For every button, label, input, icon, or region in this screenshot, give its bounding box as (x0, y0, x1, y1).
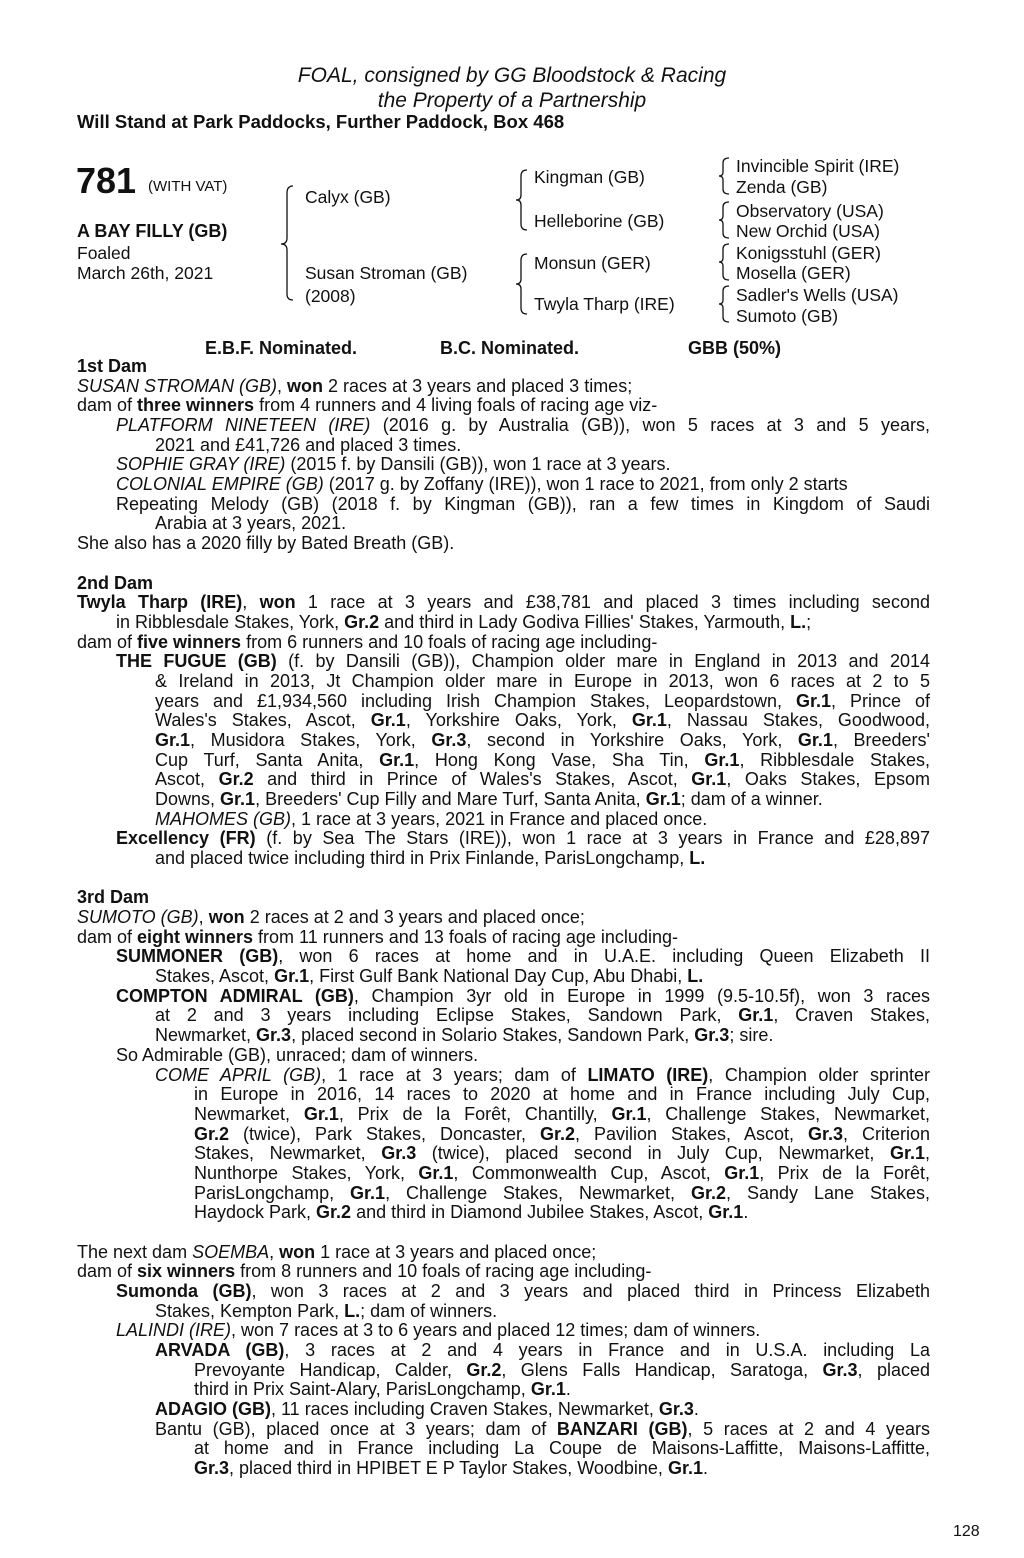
ancestor-1: Invincible Spirit (IRE) (736, 156, 900, 176)
text-run: , placed second in Solario Stakes, Sandown Park, (291, 1025, 695, 1046)
text-run: Newmarket, (155, 1025, 257, 1046)
bold-text: Gr.1 (889, 1143, 925, 1164)
text-line (155, 789, 823, 809)
granddam-maternal: Twyla Tharp (IRE) (534, 294, 675, 314)
text-run: 1 race at 3 years and £38,781 and placed 3 times including second (295, 592, 930, 613)
text-run: at 2 and 3 years including Eclipse Stakes, Sandown Park, (155, 1005, 739, 1026)
text-run: , Champion 3yr old in Europe in 1999 (9.5-10.5f), won 3 races (353, 985, 931, 1006)
ancestor-5: Konigsstuhl (GER) (736, 243, 881, 263)
ancestor-2: Zenda (GB) (736, 177, 828, 197)
bold-text: Gr.2 (690, 1182, 727, 1203)
text-line (194, 1084, 930, 1104)
text-run: , Champion older sprinter (708, 1064, 930, 1085)
bold-text: Gr.1 (530, 1379, 566, 1400)
text-line (155, 1399, 699, 1419)
brace-gen2-bottom (516, 254, 527, 314)
text-line (116, 1045, 478, 1065)
text-run: ParisLongchamp, (194, 1182, 351, 1203)
bold-text: Gr.1 (724, 1162, 760, 1183)
text-run: at home and in France including La Coupe de Maisons-Laffitte, Maisons-Laffitte, (194, 1438, 930, 1459)
text-line (155, 513, 346, 533)
text-run: & Ireland in 2013, Jt Champion older mare in Europe in 2013, won 6 races at 2 to 5 (155, 670, 930, 691)
text-line (116, 1320, 760, 1340)
text-run: , Sandy Lane Stakes, (726, 1182, 930, 1203)
text-run: 2 races at 2 and 3 years and placed once; (244, 907, 585, 927)
text-line (116, 494, 930, 514)
brace-gen2-top (516, 170, 527, 230)
bc-nomination: B.C. Nominated. (440, 338, 580, 358)
text-run: Nunthorpe Stakes, York, (194, 1162, 419, 1183)
italic-text: SUSAN STROMAN (GB) (77, 375, 278, 396)
ancestor-7: Sadler's Wells (USA) (736, 285, 899, 305)
text-run: , Hong Kong Vase, Sha Tin, (414, 749, 705, 770)
text-run: , (198, 907, 209, 927)
italic-text: LALINDI (IRE) (116, 1320, 232, 1341)
bold-text: Twyla Tharp (IRE) (77, 592, 243, 613)
text-run: , (924, 1143, 930, 1164)
text-line (155, 809, 707, 829)
text-run: and third in Prince of Wales's Stakes, Ascot, (253, 769, 692, 790)
bold-text: Gr.3 (807, 1123, 843, 1144)
text-run: and third in Lady Godiva Fillies' Stakes, Yarmouth, (379, 611, 791, 632)
text-line (77, 376, 632, 396)
text-run: Haydock Park, (194, 1202, 317, 1223)
text-line (77, 573, 153, 593)
dam-year: (2008) (305, 286, 356, 306)
brace-gen3-4 (719, 286, 729, 322)
text-line (116, 612, 811, 632)
text-run: , (242, 592, 260, 613)
bold-text: 2nd Dam (77, 572, 154, 593)
text-run: dam of (77, 1261, 138, 1282)
text-line (77, 356, 147, 376)
foaled-label: Foaled (77, 243, 131, 263)
text-line (155, 435, 461, 455)
text-line (77, 907, 585, 927)
text-line (194, 1124, 930, 1144)
text-run: dam of (77, 631, 138, 652)
sire-name: Calyx (GB) (305, 187, 391, 207)
text-run: . (565, 1379, 571, 1400)
text-run: , second in Yorkshire Oaks, York, (466, 729, 798, 750)
text-run: Bantu (GB), placed once at 3 years; dam of (155, 1418, 557, 1439)
text-line (116, 986, 930, 1006)
text-line (155, 1301, 497, 1321)
text-line (194, 1163, 930, 1183)
text-run: , Challenge Stakes, Newmarket, (385, 1182, 691, 1203)
text-run: The next dam (77, 1241, 193, 1262)
grandsire-paternal: Kingman (GB) (534, 167, 645, 187)
bold-text: COMPTON ADMIRAL (GB) (116, 985, 354, 1006)
text-run: ; sire. (729, 1025, 774, 1046)
bold-text: five winners (137, 631, 242, 652)
bold-text: Gr.1 (155, 729, 191, 750)
bold-text: Gr.1 (379, 749, 415, 770)
page-number: 128 (953, 1523, 980, 1540)
text-run: Stakes, Kempton Park, (155, 1300, 345, 1321)
bold-text: Gr.1 (418, 1162, 454, 1183)
bold-text: Gr.2 (466, 1359, 502, 1380)
text-line (194, 1438, 930, 1458)
text-run: Repeating Melody (GB) (2018 f. by Kingman (GB)), ran a few times in Kingdom of Saudi (116, 493, 930, 514)
text-run: , 1 race at 3 years; dam of (321, 1064, 588, 1085)
text-run: Stakes, Newmarket, (194, 1143, 382, 1164)
text-line (194, 1458, 708, 1478)
text-line (77, 533, 454, 553)
text-run: Prevoyante Handicap, Calder, (194, 1359, 467, 1380)
bold-text: won (208, 907, 245, 927)
bold-text: ADAGIO (GB) (155, 1399, 271, 1419)
text-line (116, 474, 848, 494)
text-line (116, 651, 930, 671)
text-line (77, 395, 657, 415)
text-run: , (269, 1241, 280, 1262)
text-run: , Glens Falls Handicap, Saratoga, (501, 1359, 823, 1380)
text-run: , Musidora Stakes, York, (190, 729, 432, 750)
text-run: . (702, 1458, 708, 1479)
ancestor-3: Observatory (USA) (736, 201, 884, 221)
bold-text: Gr.2 (194, 1123, 230, 1144)
text-run: Wales's Stakes, Ascot, (155, 710, 371, 731)
text-run: (2016 g. by Australia (GB)), won 5 races at 3 and 5 years, (370, 415, 930, 435)
bold-text: Gr.3 (381, 1143, 417, 1164)
text-run: Stakes, Ascot, (155, 966, 275, 987)
text-run: , Commonwealth Cup, Ascot, (453, 1162, 725, 1183)
text-run: years and £1,934,560 including Irish Champion Stakes, Leopardstown, (155, 690, 797, 711)
text-run: She also has a 2020 filly by Bated Breath (GB). (77, 533, 455, 554)
italic-text: SUMOTO (GB) (77, 907, 199, 927)
text-run: ; (806, 611, 812, 632)
text-line (194, 1104, 930, 1124)
bold-text: won (287, 375, 324, 396)
text-line (194, 1379, 571, 1399)
text-run: So Admirable (GB), unraced; dam of winners. (116, 1044, 479, 1065)
brace-gen3-1 (719, 158, 729, 194)
bold-text: 1st Dam (77, 356, 148, 376)
text-run: , (277, 375, 288, 396)
bold-text: SUMMONER (GB) (116, 946, 279, 967)
text-run: Ascot, (155, 769, 219, 790)
bold-text: Sumonda (GB) (116, 1281, 252, 1301)
text-line (116, 454, 671, 474)
text-run: , Nassau Stakes, Goodwood, (666, 710, 930, 731)
text-run: , 3 races at 2 and 4 years in France and in U.S.A. including La (284, 1340, 930, 1360)
bold-text: ARVADA (GB) (155, 1340, 285, 1360)
text-run: Newmarket, (194, 1103, 304, 1124)
text-run: , Breeders' Cup Filly and Mare Turf, Santa Anita, (255, 789, 646, 809)
text-line (77, 887, 149, 907)
text-run: , First Gulf Bank National Day Cup, Abu Dhabi, (309, 966, 688, 987)
text-run: , won 3 races at 2 and 3 years and placed third in Princess Elizabeth (251, 1281, 930, 1301)
text-run: (2017 g. by Zoffany (IRE)), won 1 race to 2021, from only 2 starts (323, 474, 848, 495)
grandsire-maternal: Monsun (GER) (534, 253, 651, 273)
text-run: , Prix de la Forêt, Chantilly, (338, 1103, 612, 1124)
text-line (116, 946, 930, 966)
bold-text: Excellency (FR) (116, 828, 256, 849)
bold-text: Gr.1 (797, 729, 833, 750)
bold-text: six winners (137, 1261, 236, 1282)
bold-text: BANZARI (GB) (556, 1418, 688, 1439)
text-run: (twice), placed second in July Cup, Newmarket, (416, 1143, 890, 1164)
text-line (116, 415, 930, 435)
text-run: , Prix de la Forêt, (759, 1162, 930, 1183)
bold-text: Gr.3 (658, 1399, 694, 1419)
horse-name: A BAY FILLY (GB) (77, 221, 228, 241)
ancestor-6: Mosella (GER) (736, 263, 851, 283)
text-line (155, 1025, 773, 1045)
bold-text: won (259, 592, 296, 613)
text-run: (f. by Sea The Stars (IRE)), won 1 race at 3 years in France and £28,897 (255, 828, 930, 849)
text-run: , won 7 races at 3 to 6 years and placed 12 times; dam of winners. (231, 1320, 761, 1341)
bold-text: L. (344, 1300, 361, 1321)
bold-text: THE FUGUE (GB) (116, 651, 277, 672)
text-run: , Breeders' (832, 729, 930, 750)
text-run: and third in Diamond Jubilee Stakes, Ascot, (351, 1202, 709, 1223)
text-run: (twice), Park Stakes, Doncaster, (229, 1123, 540, 1144)
text-run: 1 race at 3 years and placed once; (315, 1241, 597, 1262)
bold-text: L. (689, 848, 706, 868)
italic-text: SOPHIE GRAY (IRE) (116, 454, 286, 475)
text-run: Arabia at 3 years, 2021. (155, 513, 347, 534)
text-line (155, 710, 930, 730)
bold-text: Gr.1 (370, 710, 406, 731)
bold-text: Gr.1 (704, 749, 740, 770)
bold-text: won (279, 1241, 316, 1262)
text-line (155, 1340, 930, 1360)
text-run: dam of (77, 926, 138, 947)
italic-text: MAHOMES (GB) (155, 808, 292, 829)
bold-text: 3rd Dam (77, 887, 150, 908)
bold-text: Gr.2 (316, 1202, 352, 1223)
italic-text: SOEMBA (192, 1241, 270, 1262)
lot-number: 781 (76, 160, 137, 201)
bold-text: Gr.1 (708, 1202, 744, 1223)
text-line (77, 1261, 651, 1281)
brace-gen3-2 (719, 202, 729, 238)
text-run: third in Prix Saint-Alary, ParisLongchamp, (194, 1379, 531, 1400)
bold-text: eight winners (137, 926, 254, 947)
italic-text: COLONIAL EMPIRE (GB) (116, 474, 324, 495)
text-line (155, 769, 930, 789)
bold-text: Gr.1 (274, 966, 310, 987)
text-run: from 4 runners and 4 living foals of racing age viz- (254, 395, 658, 416)
text-line (194, 1360, 930, 1380)
bold-text: Gr.2 (539, 1123, 575, 1144)
text-line (194, 1202, 748, 1222)
text-line (194, 1183, 930, 1203)
bold-text: Gr.1 (738, 1005, 774, 1026)
text-run: , Pavilion Stakes, Ascot, (575, 1123, 808, 1144)
text-line (155, 1419, 930, 1439)
dam-name: Susan Stroman (GB) (305, 263, 468, 283)
bold-text: L. (687, 966, 704, 987)
text-line (155, 730, 930, 750)
text-run: , placed third in HPIBET E P Taylor Stakes, Woodbine, (229, 1458, 668, 1479)
consignor-line: FOAL, consigned by GG Bloodstock & Racing (297, 64, 727, 87)
text-run: , Yorkshire Oaks, York, (405, 710, 632, 731)
bold-text: Gr.2 (218, 769, 254, 790)
bold-text: Gr.3 (694, 1025, 730, 1046)
text-line (155, 966, 703, 986)
property-line: the Property of a Partnership (377, 89, 647, 112)
text-run: Downs, (155, 789, 221, 809)
foaled-date: March 26th, 2021 (77, 263, 214, 283)
text-run: , Criterion (843, 1123, 930, 1144)
text-run: ; dam of winners. (360, 1300, 498, 1321)
stand-location: Will Stand at Park Paddocks, Further Paddock, Box 468 (77, 111, 565, 132)
text-run: dam of (77, 395, 138, 416)
italic-text: COME APRIL (GB) (155, 1064, 322, 1085)
text-run: from 11 runners and 13 foals of racing age including- (253, 926, 678, 947)
text-run: from 8 runners and 10 foals of racing age including- (235, 1261, 652, 1282)
bold-text: Gr.1 (303, 1103, 339, 1124)
bold-text: Gr.3 (431, 729, 467, 750)
text-run: , Prince of (831, 690, 930, 711)
text-run: in Ribblesdale Stakes, York, (116, 611, 345, 632)
text-run: ; dam of a winner. (680, 789, 823, 809)
bold-text: Gr.1 (611, 1103, 647, 1124)
text-run: , Craven Stakes, (773, 1005, 930, 1026)
text-run: , 5 races at 2 and 4 years (687, 1418, 931, 1439)
bold-text: Gr.1 (667, 1458, 703, 1479)
text-line (155, 1065, 930, 1085)
granddam-paternal: Helleborine (GB) (534, 211, 665, 231)
bold-text: Gr.3 (822, 1359, 858, 1380)
ancestor-8: Sumoto (GB) (736, 306, 839, 326)
text-run: (f. by Dansili (GB)), Champion older mare in England in 2013 and 2014 (276, 651, 930, 672)
text-run: . (743, 1202, 749, 1223)
gbb-badge: GBB (50%) (688, 338, 782, 358)
text-line (155, 691, 930, 711)
bold-text: Gr.1 (631, 710, 667, 731)
ancestor-4: New Orchid (USA) (736, 221, 880, 241)
bold-text: Gr.3 (194, 1458, 230, 1479)
text-line (77, 927, 678, 947)
text-run: , placed (857, 1359, 930, 1380)
text-run: from 6 runners and 10 foals of racing age including- (241, 631, 658, 652)
text-run: , Ribblesdale Stakes, (739, 749, 931, 770)
bold-text: Gr.1 (350, 1182, 386, 1203)
brace-gen1 (281, 186, 293, 300)
bold-text: Gr.1 (691, 769, 727, 790)
text-run: , won 6 races at home and in U.A.E. including Queen Elizabeth II (278, 946, 930, 967)
text-line (155, 671, 930, 691)
text-line (155, 1005, 930, 1025)
text-run: . (693, 1399, 699, 1419)
bold-text: Gr.1 (796, 690, 832, 711)
vat-label: (WITH VAT) (148, 178, 228, 195)
bold-text: Gr.2 (344, 611, 380, 632)
text-run: Cup Turf, Santa Anita, (155, 749, 380, 770)
ebf-nomination: E.B.F. Nominated. (205, 338, 358, 358)
text-line (155, 750, 930, 770)
text-line (116, 828, 930, 848)
text-run: and placed twice including third in Prix Finlande, ParisLongchamp, (155, 848, 690, 868)
bold-text: Gr.1 (220, 789, 256, 809)
bold-text: Gr.3 (256, 1025, 292, 1046)
bold-text: three winners (137, 395, 255, 416)
text-line (155, 848, 705, 868)
bold-text: Gr.1 (645, 789, 681, 809)
text-run: 2 races at 3 years and placed 3 times; (323, 375, 633, 396)
text-line (194, 1143, 930, 1163)
text-line (77, 632, 657, 652)
text-run: 2021 and £41,726 and placed 3 times. (155, 434, 462, 455)
text-run: , Challenge Stakes, Newmarket, (646, 1103, 930, 1124)
bold-text: LIMATO (IRE) (587, 1064, 709, 1085)
brace-gen3-3 (719, 244, 729, 280)
text-line (77, 592, 930, 612)
text-line (116, 1281, 930, 1301)
text-run: , 1 race at 3 years, 2021 in France and placed once. (291, 808, 708, 829)
text-line (77, 1242, 596, 1262)
text-run: in Europe in 2016, 14 races to 2020 at home and in France including July Cup, (194, 1084, 930, 1105)
text-run: , 11 races including Craven Stakes, Newmarket, (271, 1399, 659, 1419)
italic-text: PLATFORM NINETEEN (IRE) (116, 415, 371, 435)
text-run: , Oaks Stakes, Epsom (726, 769, 930, 790)
bold-text: L. (790, 611, 807, 632)
text-run: (2015 f. by Dansili (GB)), won 1 race at 3 years. (285, 454, 671, 475)
